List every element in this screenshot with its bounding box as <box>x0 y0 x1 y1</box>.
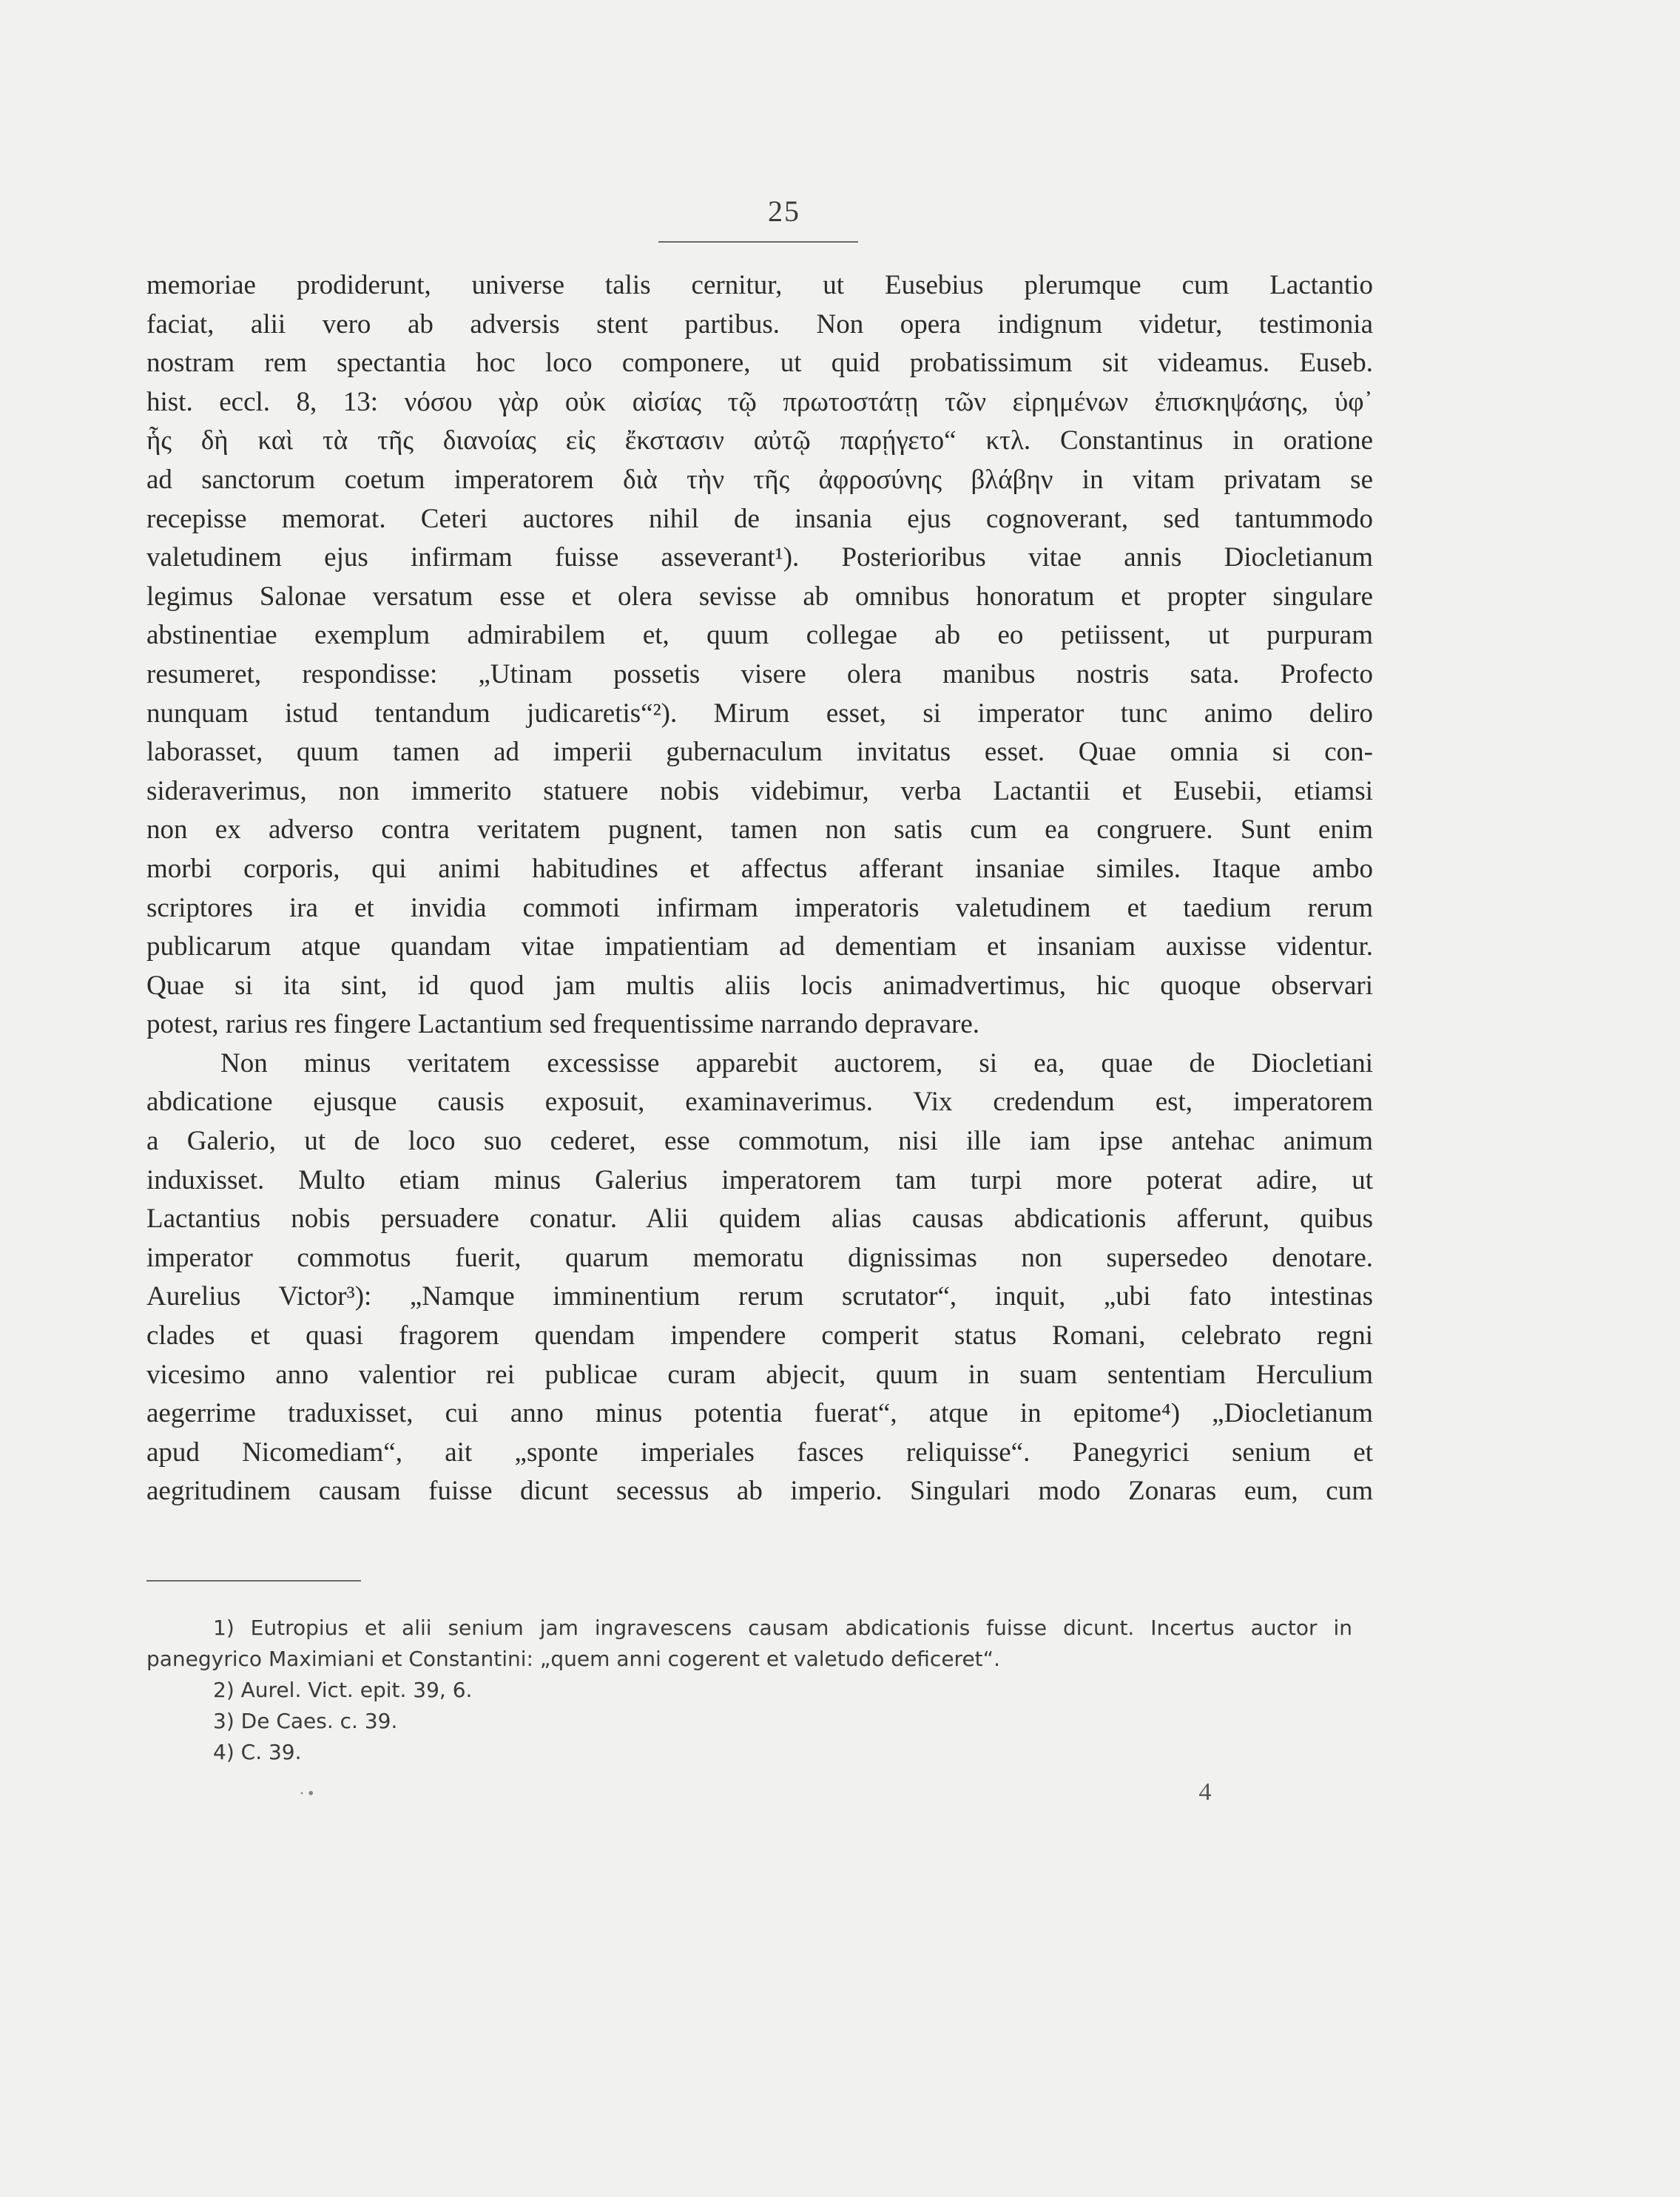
footnote-3: 3) De Caes. c. 39. <box>213 1709 398 1733</box>
text-line: aegritudinem causam fuisse dicunt secessus ab imperio. Singulari modo Zonaras eum, cum <box>146 1476 1373 1507</box>
text-line: publicarum atque quandam vitae impatientiam ad dementiam et insaniam auxisse videntur. <box>146 931 1373 962</box>
text-line: imperator commotus fuerit, quarum memoratu dignissimas non supersedeo denotare. <box>146 1242 1373 1273</box>
text-line: clades et quasi fragorem quendam impendere comperit status Romani, celebrato regni <box>146 1320 1373 1351</box>
text-line: recepisse memorat. Ceteri auctores nihil de insania ejus cognoverant, sed tantummodo <box>146 503 1373 534</box>
text-line: Aurelius Victor³): „Namque imminentium rerum scrutator“, inquit, „ubi fato intestinas <box>146 1281 1373 1312</box>
page-number: 25 <box>768 195 800 228</box>
text-line: abstinentiae exemplum admirabilem et, quum collegae ab eo petiissent, ut purpuram <box>146 620 1373 651</box>
text-line: aegerrime traduxisset, cui anno minus potentia fuerat“, atque in epitome⁴) „Diocletianum <box>146 1398 1373 1429</box>
text-line: Lactantius nobis persuadere conatur. Alii quidem alias causas abdicationis afferunt, quibus <box>146 1204 1373 1235</box>
footnote-rule <box>146 1580 361 1582</box>
print-specks: ·• <box>299 1784 317 1803</box>
text-line: morbi corporis, qui animi habitudines et affectus afferant insaniae similes. Itaque ambo <box>146 853 1373 884</box>
text-line: faciat, alii vero ab adversis stent partibus. Non opera indignum videtur, testimonia <box>146 308 1373 340</box>
signature-mark: 4 <box>1198 1778 1212 1806</box>
text-line: induxisset. Multo etiam minus Galerius imperatorem tam turpi more poterat adire, ut <box>146 1164 1373 1195</box>
text-line: resumeret, respondisse: „Utinam possetis visere olera manibus nostris sata. Profecto <box>146 658 1373 689</box>
footnotes <box>146 1613 1352 1768</box>
text-line: valetudinem ejus infirmam fuisse asseverant¹). Posterioribus vitae annis Diocletianum <box>146 542 1373 573</box>
footnote-2: 2) Aurel. Vict. epit. 39, 6. <box>213 1678 473 1702</box>
footnote-1: 1) Eutropius et alii senium jam ingravescens causam abdicationis fuisse dicunt. Incertus auctor in <box>213 1616 1352 1640</box>
text-line-greek: ad sanctorum coetum imperatorem διὰ τὴν τῆς ἀφροσύνης βλάβην in vitam privatam se <box>146 464 1373 495</box>
text-line: nostram rem spectantia hoc loco componere, ut quid probatissimum sit videamus. Euseb. <box>146 348 1373 379</box>
text-line: vicesimo anno valentior rei publicae curam abjecit, quum in suam sententiam Herculium <box>146 1359 1373 1390</box>
text-line: non ex adverso contra veritatem pugnent, tamen non satis cum ea congruere. Sunt enim <box>146 814 1373 846</box>
header-rule <box>658 241 858 243</box>
text-line: memoriae prodiderunt, universe talis cernitur, ut Eusebius plerumque cum Lactantio <box>146 270 1373 300</box>
footnote-1-continued: panegyrico Maximiani et Constantini: „quem anni cogerent et valetudo deficeret“. <box>146 1647 1001 1671</box>
text-line: laborasset, quum tamen ad imperii gubernaculum invitatus esset. Quae omnia si con- <box>146 737 1373 768</box>
text-line-paragraph-end: potest, rarius res fingere Lactantium sed frequentissime narrando depravare. <box>146 1009 979 1040</box>
text-line-greek: ἧς δὴ καὶ τὰ τῆς διανοίας εἰς ἔκστασιν αὐτῷ παρῄγετο“ κτλ. Constantinus in oratione <box>146 425 1373 456</box>
text-line: sideraverimus, non immerito statuere nobis videbimur, verba Lactantii et Eusebii, etiamsi <box>146 775 1373 806</box>
main-text <box>146 266 1373 1511</box>
text-line: apud Nicomediam“, ait „sponte imperiales fasces reliquisse“. Panegyrici senium et <box>146 1437 1373 1468</box>
text-line: scriptores ira et invidia commoti infirmam imperatoris valetudinem et taedium rerum <box>146 892 1373 923</box>
text-line-paragraph-start: Non minus veritatem excessisse apparebit auctorem, si ea, quae de Diocletiani <box>220 1047 1373 1079</box>
text-line: legimus Salonae versatum esse et olera sevisse ab omnibus honoratum et propter singulare <box>146 581 1373 612</box>
text-line: nunquam istud tentandum judicaretis“²). Mirum esset, si imperator tunc animo deliro <box>146 698 1373 729</box>
text-line: a Galerio, ut de loco suo cederet, esse commotum, nisi ille iam ipse antehac animum <box>146 1126 1373 1157</box>
text-line: Quae si ita sint, id quod jam multis aliis locis animadvertimus, hic quoque observari <box>146 970 1373 1001</box>
text-line-greek: hist. eccl. 8, 13: νόσου γὰρ οὐκ αἰσίας τῷ πρωτοστάτῃ τῶν εἰρημένων ἐπισκηψάσης, ὑφ᾽ <box>146 386 1373 417</box>
footnote-4: 4) C. 39. <box>213 1740 302 1764</box>
text-line: abdicatione ejusque causis exposuit, examinaverimus. Vix credendum est, imperatorem <box>146 1087 1373 1118</box>
